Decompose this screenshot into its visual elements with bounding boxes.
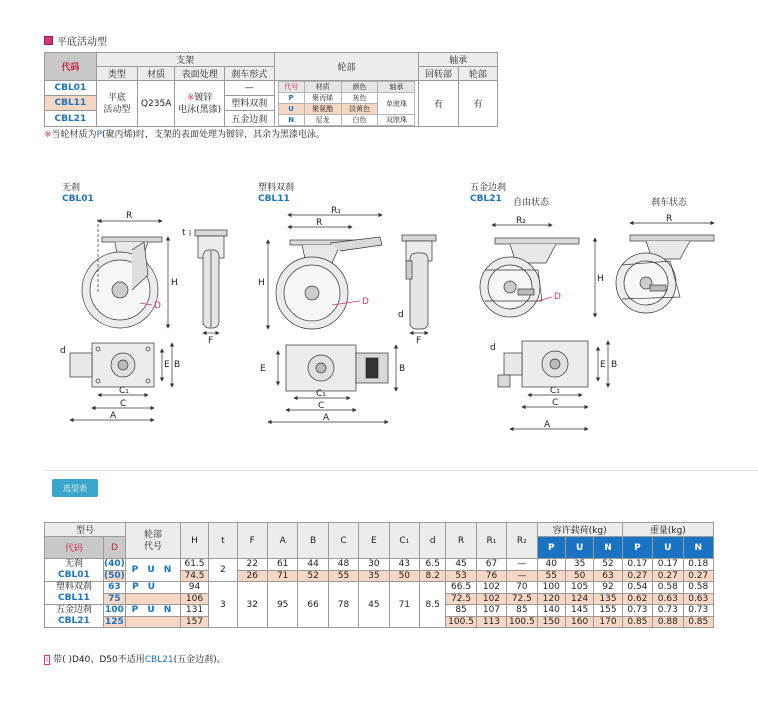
cell-weight-p: 0.73	[622, 605, 652, 617]
drawing1-side-view	[82, 219, 168, 328]
drawing3-name: 五金边刹	[470, 183, 507, 193]
surface-value	[175, 81, 225, 127]
section-divider	[44, 470, 758, 471]
model-code-cbl01: CBL01	[58, 570, 90, 580]
cell-weight-u: 0.88	[653, 616, 683, 628]
drawing2-top-view	[268, 345, 396, 422]
dim-b-3: B	[611, 360, 618, 370]
col-h: H	[180, 523, 208, 559]
dim-a-2: A	[323, 413, 330, 423]
cell-e: 35	[359, 570, 389, 582]
cell-f-big: 32	[237, 582, 267, 628]
cell-weight-p: 0.54	[622, 582, 652, 594]
swivel-header: 回转部	[419, 67, 458, 81]
weight-header: 重量(kg)	[622, 523, 713, 537]
wheel-color-n: 白色	[341, 115, 378, 126]
dim-r-1: R	[126, 211, 133, 221]
drawing1-name: 无刹	[62, 183, 81, 193]
weight-p-header: P	[622, 537, 652, 559]
col-e: E	[359, 523, 389, 559]
type-value: 平底 活动型	[96, 81, 137, 127]
cell-r2: —	[507, 559, 537, 571]
cell-load-p: 40	[537, 559, 565, 571]
model-cbl11	[45, 582, 104, 605]
dim-d-small-2: d	[398, 310, 404, 320]
cell-r1: 102	[476, 582, 506, 594]
section-marker-icon	[44, 36, 53, 45]
dim-a-3: A	[544, 420, 551, 430]
drawing3-label	[470, 183, 506, 205]
model-code-cbl11: CBL11	[58, 593, 90, 603]
section-title	[44, 33, 107, 48]
cell-r2: —	[507, 570, 537, 582]
dim-f-1: F	[208, 336, 214, 346]
col-f: F	[237, 523, 267, 559]
load-n-header: N	[594, 537, 622, 559]
cell-weight-u: 0.27	[653, 570, 683, 582]
col-d: d	[420, 523, 446, 559]
dim-t-1: t	[182, 228, 186, 238]
cell-load-p: 140	[537, 605, 565, 617]
caster-drawings	[40, 205, 730, 445]
cell-load-n: 170	[594, 616, 622, 628]
cell-d-small-big: 8.5	[420, 582, 446, 628]
dim-a-1: A	[110, 411, 117, 421]
wheel-code-p: P	[278, 93, 304, 104]
wheel-material-n: 尼龙	[304, 115, 341, 126]
material-value: Q235A	[138, 81, 175, 127]
note-surface	[44, 127, 325, 140]
wheel-part-value: 有	[458, 81, 497, 127]
dim-r-3: R	[666, 214, 673, 224]
cell-load-u: 160	[565, 616, 593, 628]
col-a: A	[267, 523, 297, 559]
dim-h-3: H	[597, 274, 604, 284]
drawing3-top-view	[498, 341, 608, 429]
cell-f: 26	[237, 570, 267, 582]
cell-r2: 85	[507, 605, 537, 617]
drawing1-front-view	[190, 230, 227, 333]
cell-r2: 100.5	[507, 616, 537, 628]
wheel-header: 轮部	[274, 53, 419, 81]
dim-r1-2: R₁	[331, 206, 341, 216]
cell-load-n: 135	[594, 593, 622, 605]
cell-h: 61.5	[180, 559, 208, 571]
dim-e-2: E	[260, 364, 266, 374]
dim-c-1: C	[120, 399, 127, 409]
cell-d: 125	[105, 616, 124, 627]
cell-r: 66.5	[446, 582, 476, 594]
drawing1-code: CBL01	[62, 194, 94, 204]
d-header: D	[103, 537, 125, 559]
wheel-subtable	[278, 81, 416, 126]
cell-weight-u: 0.73	[653, 605, 683, 617]
surface-value-2: 电泳(黑漆)	[178, 104, 222, 115]
selection-table	[44, 522, 714, 628]
cell-r1: 107	[476, 605, 506, 617]
col-r2: R₂	[507, 523, 537, 559]
cell-d-small: 8.2	[420, 570, 446, 582]
bracket-header: 支架	[96, 53, 274, 67]
brake-value-2: 五金边刹	[224, 111, 274, 127]
drawing2-front-view	[402, 235, 436, 333]
dim-c-2: C	[318, 401, 325, 411]
drawing3-free-view	[480, 225, 595, 317]
dim-c-3: C	[552, 398, 559, 408]
cell-h: 131	[180, 605, 208, 617]
model-cbl21	[45, 605, 104, 628]
wheel-code-u: U	[278, 104, 304, 115]
drawing2-side-view	[268, 215, 382, 329]
note2-text-before: 带( )D40、D50不适用	[53, 655, 145, 665]
cell-a: 61	[267, 559, 297, 571]
cell-load-p: 100	[537, 582, 565, 594]
cell-b-big: 66	[298, 582, 328, 628]
cell-weight-p: 0.62	[622, 593, 652, 605]
wheel-color-p: 灰色	[341, 93, 378, 104]
cell-t-big: 3	[209, 582, 237, 628]
surface-mark: ※	[186, 92, 195, 103]
dim-d-2: D	[362, 297, 369, 307]
table-row	[45, 559, 714, 571]
cell-r2: 70	[507, 582, 537, 594]
section-title-text: 平底活动型	[57, 37, 107, 48]
col-b: B	[298, 523, 328, 559]
wheel-sub-header-1: 材质	[304, 82, 341, 93]
dim-d-3: D	[554, 292, 561, 302]
col-r1: R₁	[476, 523, 506, 559]
cell-load-u: 105	[565, 582, 593, 594]
dim-b-1: B	[174, 360, 181, 370]
weight-n-header: N	[683, 537, 714, 559]
cell-r1: 113	[476, 616, 506, 628]
cell-c-big: 78	[328, 582, 358, 628]
dim-d-small-3: d	[490, 343, 496, 353]
cell-c1: 43	[389, 559, 419, 571]
selection-table-button[interactable]: 选型表	[52, 479, 98, 497]
brake-value-0: —	[224, 81, 274, 96]
cell-load-p: 120	[537, 593, 565, 605]
brake-value-1: 塑料双刹	[224, 95, 274, 111]
wheel-code-n: N	[278, 115, 304, 126]
cell-b: 52	[298, 570, 328, 582]
cell-c1-big: 71	[389, 582, 419, 628]
cell-load-n: 63	[594, 570, 622, 582]
bearing-header: 轴承	[419, 53, 498, 67]
model-cbl01	[45, 559, 104, 582]
load-u-header: U	[565, 537, 593, 559]
cell-load-u: 50	[565, 570, 593, 582]
code-header-2: 代码	[45, 537, 104, 559]
col-t: t	[209, 523, 237, 559]
surface-header: 表面处理	[175, 67, 225, 81]
note1-text-after: (聚丙烯)时，支架的表面处理为镀锌，其余为黑漆电泳。	[102, 130, 326, 140]
wheels-cbl01: P U N	[126, 559, 181, 582]
dim-d-small-1: d	[60, 346, 66, 356]
weight-u-header: U	[653, 537, 683, 559]
cell-r: 53	[446, 570, 476, 582]
note1-highlight: P	[96, 130, 102, 140]
cell-d: 75	[103, 593, 125, 605]
cell-c: 55	[328, 570, 358, 582]
load-p-header: P	[537, 537, 565, 559]
cell-r: 45	[446, 559, 476, 571]
cell-weight-n: 0.85	[683, 616, 714, 628]
code-cbl11: CBL11	[45, 95, 97, 111]
dim-b-2: B	[399, 364, 406, 374]
cell-d: 63	[103, 582, 125, 594]
drawing3-brake-view	[616, 223, 714, 313]
wheel-part-header: 轮部	[458, 67, 497, 81]
dim-e-1: E	[164, 360, 170, 370]
brake-header: 刹车形式	[224, 67, 274, 81]
cell-weight-n: 0.73	[683, 605, 714, 617]
cell-weight-u: 0.17	[653, 559, 683, 571]
col-c: C	[328, 523, 358, 559]
cell-load-n: 155	[594, 605, 622, 617]
cell-r: 100.5	[446, 616, 476, 628]
drawing2-name: 塑料双刹	[258, 183, 295, 193]
wheel-sub-header-2: 颜色	[341, 82, 378, 93]
cell-c: 48	[328, 559, 358, 571]
note2-text-after: (五金边刹)。	[173, 655, 226, 665]
dim-e-3: E	[600, 360, 606, 370]
wheel-code-header: 轮部 代号	[126, 523, 181, 559]
model-name-cbl21: 五金边刹	[55, 605, 92, 615]
code-header: 代码	[45, 53, 97, 81]
drawing2-code: CBL11	[258, 194, 290, 204]
note2-mark: I	[46, 656, 49, 664]
cell-c1: 50	[389, 570, 419, 582]
cell-h: 157	[180, 616, 208, 628]
cell-e-big: 45	[359, 582, 389, 628]
cell-r: 85	[446, 605, 476, 617]
material-header: 材质	[138, 67, 175, 81]
note-d40-d50	[44, 652, 226, 665]
drawing1-label	[62, 183, 94, 205]
cell-b: 44	[298, 559, 328, 571]
cell-weight-n: 0.63	[683, 593, 714, 605]
cell-r1: 76	[476, 570, 506, 582]
dim-c1-3: C₁	[550, 386, 560, 396]
note1-mark: ※	[44, 130, 52, 140]
cell-weight-n: 0.58	[683, 582, 714, 594]
brake-state-label: 刹车状态	[651, 198, 688, 208]
cell-load-n: 92	[594, 582, 622, 594]
cell-d-small: 6.5	[420, 559, 446, 571]
cell-weight-p: 0.27	[622, 570, 652, 582]
dim-h-2: H	[258, 278, 265, 288]
dim-r-2: R	[316, 218, 323, 228]
cell-load-p: 150	[537, 616, 565, 628]
type-header: 类型	[96, 67, 137, 81]
cell-weight-u: 0.63	[653, 593, 683, 605]
wheels-cbl11: P U	[126, 582, 181, 594]
note2-highlight: CBL21	[144, 655, 174, 665]
dim-c1-2: C₁	[316, 389, 326, 399]
cell-h: 74.5	[180, 570, 208, 582]
code-cbl01: CBL01	[45, 81, 97, 96]
cell-r1: 67	[476, 559, 506, 571]
surface-value-1: 镀锌	[194, 92, 213, 103]
cell-weight-n: 0.18	[683, 559, 714, 571]
cell-a: 71	[267, 570, 297, 582]
cell-load-p: 55	[537, 570, 565, 582]
cell-f: 22	[237, 559, 267, 571]
cell-weight-p: 0.17	[622, 559, 652, 571]
wheel-sub-header-3: 轴承	[378, 82, 415, 93]
cell-load-u: 124	[565, 593, 593, 605]
cell-weight-n: 0.27	[683, 570, 714, 582]
cell-load-u: 145	[565, 605, 593, 617]
cell-h: 94	[180, 582, 208, 594]
free-state-label: 自由状态	[513, 198, 550, 208]
cell-load-u: 35	[565, 559, 593, 571]
model-name-cbl01: 无刹	[64, 559, 83, 569]
cell-weight-p: 0.85	[622, 616, 652, 628]
cell-wheels-empty	[126, 593, 181, 605]
col-c1: C₁	[389, 523, 419, 559]
cell-d: (40)	[104, 559, 125, 570]
cell-r: 72.5	[446, 593, 476, 605]
dim-f-2: F	[416, 336, 422, 346]
model-header: 型号	[45, 523, 126, 537]
cell-t-small: 2	[209, 559, 237, 582]
cell-a-big: 95	[267, 582, 297, 628]
load-header: 容许载荷(kg)	[537, 523, 622, 537]
spec-table	[44, 52, 498, 127]
table-row	[45, 582, 714, 594]
wheel-subtable-cell	[274, 81, 419, 127]
drawing2-label	[258, 183, 294, 205]
cell-d: (50)	[104, 570, 125, 581]
model-code-cbl21: CBL21	[58, 616, 90, 626]
wheel-bearing-n: 双滚珠	[378, 115, 415, 126]
model-name-cbl11: 塑料双刹	[55, 582, 92, 592]
cell-wheels-empty	[126, 616, 181, 628]
dim-c1-1: C₁	[119, 386, 129, 396]
swivel-value: 有	[419, 81, 458, 127]
wheel-material-u: 聚氨酯	[304, 104, 341, 115]
cell-weight-u: 0.58	[653, 582, 683, 594]
dim-h-1: H	[171, 278, 178, 288]
dim-r2-3: R₂	[516, 216, 526, 226]
wheel-sub-header-0: 代号	[278, 82, 304, 93]
dim-d-1: D	[154, 301, 161, 311]
code-cbl21: CBL21	[45, 111, 97, 127]
cell-load-n: 52	[594, 559, 622, 571]
wheels-cbl21: P U N	[126, 605, 181, 617]
wheel-bearing-pu: 单滚珠	[378, 93, 415, 115]
wheel-material-p: 聚丙烯	[304, 93, 341, 104]
cell-d: 100	[105, 605, 124, 616]
cell-r1: 102	[476, 593, 506, 605]
note1-text-before: 当轮材质为	[51, 130, 97, 140]
cell-r2: 72.5	[507, 593, 537, 605]
col-r: R	[446, 523, 476, 559]
cell-h: 106	[180, 593, 208, 605]
drawing3-code: CBL21	[470, 194, 502, 204]
wheel-color-u: 淡黄色	[341, 104, 378, 115]
cell-e: 30	[359, 559, 389, 571]
